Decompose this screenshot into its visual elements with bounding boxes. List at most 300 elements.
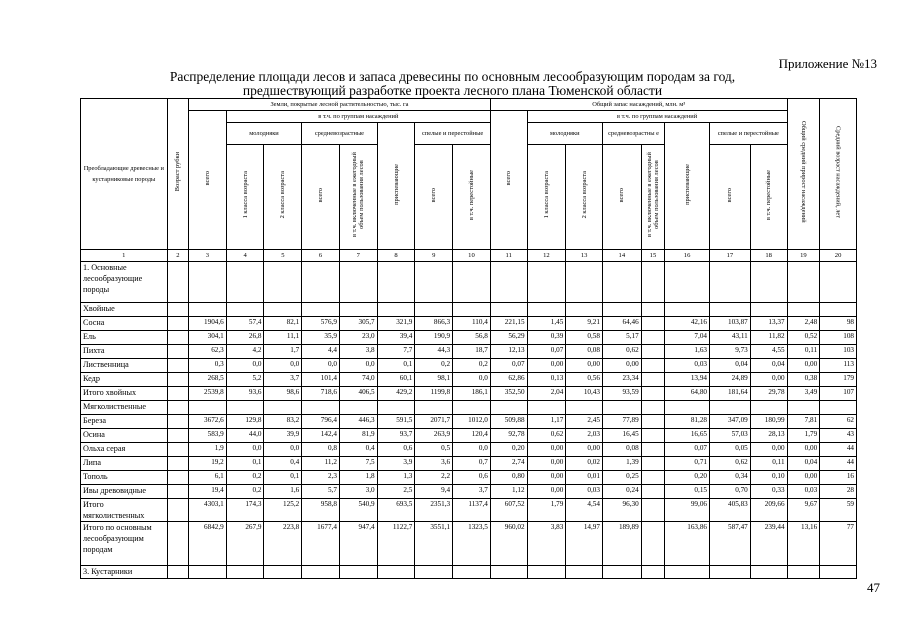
table-cell: 7,04 [665, 331, 710, 345]
table-cell: 0,20 [490, 443, 527, 457]
column-number: 5 [264, 250, 302, 262]
table-cell [377, 262, 415, 303]
table-cell: 107 [820, 387, 857, 401]
table-cell: 0,02 [566, 457, 603, 471]
table-cell: 0,70 [710, 485, 751, 499]
table-cell: 0,4 [264, 457, 302, 471]
table-cell [602, 401, 641, 415]
table-cell: 0,1 [264, 471, 302, 485]
table-cell: 0,62 [527, 429, 566, 443]
table-cell: 0,8 [302, 443, 340, 457]
table-row [81, 317, 857, 331]
table-cell [490, 262, 527, 303]
row-label: Ель [81, 331, 168, 345]
table-cell: 3,49 [787, 387, 820, 401]
table-cell [641, 345, 664, 359]
table-cell: 0,04 [787, 457, 820, 471]
column-number: 7 [339, 250, 377, 262]
table-cell [566, 401, 603, 415]
table-cell: 0,11 [787, 345, 820, 359]
table-cell: 304,1 [189, 331, 227, 345]
table-cell: 9,73 [710, 345, 751, 359]
document-title [0, 70, 905, 98]
table-cell: 57,03 [710, 429, 751, 443]
table-cell: 7,81 [787, 415, 820, 429]
table-cell: 35,9 [302, 331, 340, 345]
header-stock-total: всего [490, 111, 527, 250]
table-cell [453, 566, 491, 579]
table-row [81, 373, 857, 387]
table-cell: 64,46 [602, 317, 641, 331]
table-cell: 190,9 [415, 331, 453, 345]
row-label: Сосна [81, 317, 168, 331]
table-cell: 16,65 [665, 429, 710, 443]
table-cell: 4,4 [302, 345, 340, 359]
header-middle-stock: средневозрастны е [602, 123, 664, 145]
header-lands-class2: 2 класса возраста [264, 145, 302, 250]
column-number: 8 [377, 250, 415, 262]
table-cell: 0,00 [566, 359, 603, 373]
table-cell: 18,7 [453, 345, 491, 359]
table-row [81, 522, 857, 566]
table-cell [302, 303, 340, 317]
row-label: 3. Кустарники [81, 566, 168, 579]
table-cell: 5,7 [302, 485, 340, 499]
header-stock-mature-total: всего [710, 145, 751, 250]
table-cell [641, 317, 664, 331]
table-cell [641, 331, 664, 345]
table-cell [641, 415, 664, 429]
table-cell [602, 566, 641, 579]
table-cell [264, 566, 302, 579]
table-row [81, 471, 857, 485]
column-number: 11 [490, 250, 527, 262]
table-cell: 583,9 [189, 429, 227, 443]
table-cell: 3,7 [453, 485, 491, 499]
table-cell [189, 262, 227, 303]
table-cell [302, 262, 340, 303]
table-cell: 0,00 [527, 443, 566, 457]
table-cell [453, 303, 491, 317]
table-cell: 181,64 [710, 387, 751, 401]
table-cell: 0,00 [602, 359, 641, 373]
table-cell: 163,86 [665, 522, 710, 566]
header-row-2 [81, 111, 857, 123]
table-cell [167, 566, 188, 579]
table-cell [377, 401, 415, 415]
table-cell: 2,03 [566, 429, 603, 443]
table-cell [566, 566, 603, 579]
table-cell: 305,7 [339, 317, 377, 331]
table-cell: 221,15 [490, 317, 527, 331]
section-row [81, 262, 857, 303]
row-label: Итого мягколиственных [81, 499, 168, 522]
table-cell: 14,97 [566, 522, 603, 566]
header-annual-growth: Общий средний прирост насаждений [787, 99, 820, 250]
table-cell: 108 [820, 331, 857, 345]
appendix-label: Приложение №13 [778, 56, 877, 71]
table-cell [377, 566, 415, 579]
table-cell: 0,0 [226, 359, 264, 373]
table-cell [527, 303, 566, 317]
column-number: 4 [226, 250, 264, 262]
table-row [81, 443, 857, 457]
table-cell: 96,30 [602, 499, 641, 522]
table-cell: 93,7 [377, 429, 415, 443]
table-cell: 947,4 [339, 522, 377, 566]
table-cell: 4,55 [750, 345, 787, 359]
column-number: 1 [81, 250, 168, 262]
table-cell: 866,3 [415, 317, 453, 331]
table-cell: 540,9 [339, 499, 377, 522]
table-cell [339, 303, 377, 317]
table-cell: 23,0 [339, 331, 377, 345]
header-young-lands: молодняки [226, 123, 301, 145]
table-cell: 3672,6 [189, 415, 227, 429]
table-cell: 1323,5 [453, 522, 491, 566]
table-cell: 0,00 [527, 359, 566, 373]
header-ripening-lands: приспевающие [377, 123, 415, 250]
table-cell: 352,50 [490, 387, 527, 401]
table-cell [302, 401, 340, 415]
table-cell: 4303,1 [189, 499, 227, 522]
table-cell [167, 443, 188, 457]
table-cell [226, 401, 264, 415]
table-cell [167, 429, 188, 443]
table-row [81, 359, 857, 373]
table-cell: 3,9 [377, 457, 415, 471]
table-row [81, 331, 857, 345]
table-cell: 1,79 [787, 429, 820, 443]
table-cell [167, 522, 188, 566]
table-cell: 83,2 [264, 415, 302, 429]
header-lands-class1: 1 класса возраста [226, 145, 264, 250]
table-cell: 223,8 [264, 522, 302, 566]
table-row [81, 415, 857, 429]
table-cell: 0,5 [415, 443, 453, 457]
table-cell [453, 401, 491, 415]
table-cell: 1,12 [490, 485, 527, 499]
table-cell: 99,06 [665, 499, 710, 522]
table-cell [641, 485, 664, 499]
table-cell [641, 522, 664, 566]
table-cell [527, 566, 566, 579]
table-cell: 0,00 [787, 471, 820, 485]
table-cell: 0,4 [339, 443, 377, 457]
table-cell: 267,9 [226, 522, 264, 566]
table-cell: 44 [820, 457, 857, 471]
table-cell: 64,80 [665, 387, 710, 401]
table-cell: 429,2 [377, 387, 415, 401]
row-label: Итого хвойных [81, 387, 168, 401]
table-cell: 0,24 [602, 485, 641, 499]
table-cell: 796,4 [302, 415, 340, 429]
table-cell [415, 262, 453, 303]
table-cell: 103,87 [710, 317, 751, 331]
section-row [81, 303, 857, 317]
table-cell [339, 401, 377, 415]
table-cell [641, 401, 664, 415]
row-label: Осина [81, 429, 168, 443]
table-cell: 0,0 [453, 443, 491, 457]
table-cell: 406,5 [339, 387, 377, 401]
table-cell [264, 303, 302, 317]
column-number: 20 [820, 250, 857, 262]
title-line-1: Распределение площади лесов и запаса древесины по основным лесообразующим породам за год, [169, 69, 736, 84]
table-cell: 77,89 [602, 415, 641, 429]
table-cell [302, 566, 340, 579]
table-cell: 239,44 [750, 522, 787, 566]
table-cell [750, 566, 787, 579]
table-cell: 0,04 [750, 359, 787, 373]
table-cell: 4,2 [226, 345, 264, 359]
table-cell [167, 331, 188, 345]
table-cell [710, 566, 751, 579]
table-cell: 13,16 [787, 522, 820, 566]
table-cell [167, 359, 188, 373]
table-cell: 39,9 [264, 429, 302, 443]
table-cell: 2,45 [566, 415, 603, 429]
table-cell [415, 566, 453, 579]
table-cell: 0,25 [602, 471, 641, 485]
table-cell: 1,39 [602, 457, 641, 471]
table-cell [527, 262, 566, 303]
section-row [81, 401, 857, 415]
section-row [81, 566, 857, 579]
row-label: Ивы древовидные [81, 485, 168, 499]
table-cell: 19,2 [189, 457, 227, 471]
table-cell [167, 401, 188, 415]
table-cell: 576,9 [302, 317, 340, 331]
table-cell: 0,11 [750, 457, 787, 471]
table-cell [710, 401, 751, 415]
table-cell: 174,3 [226, 499, 264, 522]
table-cell: 44,0 [226, 429, 264, 443]
table-cell: 98 [820, 317, 857, 331]
table-cell: 113 [820, 359, 857, 373]
table-cell: 62,3 [189, 345, 227, 359]
table-cell: 0,2 [226, 471, 264, 485]
table-cell: 0,62 [710, 457, 751, 471]
table-cell: 28 [820, 485, 857, 499]
table-cell: 6842,9 [189, 522, 227, 566]
table-cell [641, 499, 664, 522]
column-number-row [81, 250, 857, 262]
table-cell: 5,17 [602, 331, 641, 345]
table-row [81, 485, 857, 499]
table-cell [226, 303, 264, 317]
table-cell: 958,8 [302, 499, 340, 522]
table-cell [820, 262, 857, 303]
table-cell: 0,00 [566, 443, 603, 457]
table-cell [787, 262, 820, 303]
table-cell: 3,7 [264, 373, 302, 387]
header-lands-middle-total: всего [302, 145, 340, 250]
table-cell: 74,0 [339, 373, 377, 387]
table-cell: 405,83 [710, 499, 751, 522]
column-number: 17 [710, 250, 751, 262]
table-cell [710, 303, 751, 317]
table-cell: 0,1 [377, 359, 415, 373]
table-cell [820, 303, 857, 317]
table-cell: 180,99 [750, 415, 787, 429]
table-cell: 28,13 [750, 429, 787, 443]
table-cell [750, 262, 787, 303]
column-number: 14 [602, 250, 641, 262]
row-label: Ольха серая [81, 443, 168, 457]
table-cell [490, 566, 527, 579]
table-cell: 186,1 [453, 387, 491, 401]
table-cell [820, 566, 857, 579]
header-stock-middle-total: всего [602, 145, 641, 250]
table-cell [415, 303, 453, 317]
table-cell: 0,58 [566, 331, 603, 345]
table-cell: 77 [820, 522, 857, 566]
table-cell: 1,7 [264, 345, 302, 359]
table-cell: 3,83 [527, 522, 566, 566]
table-cell: 718,6 [302, 387, 340, 401]
table-cell: 2351,3 [415, 499, 453, 522]
table-cell: 56,29 [490, 331, 527, 345]
column-number: 19 [787, 250, 820, 262]
table-cell: 0,13 [527, 373, 566, 387]
table-cell [641, 457, 664, 471]
header-species: Преобладающие древесные и кустарниковые породы [81, 99, 168, 250]
table-cell: 0,07 [665, 443, 710, 457]
table-cell: 60,1 [377, 373, 415, 387]
table-cell [167, 262, 188, 303]
table-cell: 44 [820, 443, 857, 457]
table-cell: 1,63 [665, 345, 710, 359]
table-cell: 59 [820, 499, 857, 522]
table-cell: 0,0 [264, 443, 302, 457]
table-cell [377, 303, 415, 317]
table-cell: 0,2 [453, 359, 491, 373]
table-cell: 43,11 [710, 331, 751, 345]
table-cell: 1,9 [189, 443, 227, 457]
header-lands-mature-over: в т.ч. перестойные [453, 145, 491, 250]
table-cell [566, 303, 603, 317]
table-cell: 1,79 [527, 499, 566, 522]
table-cell: 0,3 [189, 359, 227, 373]
table-cell: 142,4 [302, 429, 340, 443]
table-cell [189, 566, 227, 579]
table-cell: 0,62 [602, 345, 641, 359]
table-cell: 4,54 [566, 499, 603, 522]
table-cell: 0,0 [226, 443, 264, 457]
table-cell: 120,4 [453, 429, 491, 443]
table-cell: 0,00 [527, 485, 566, 499]
table-cell [820, 401, 857, 415]
header-mature-lands: спелые и перестойные [415, 123, 491, 145]
table-row [81, 387, 857, 401]
table-cell: 125,2 [264, 499, 302, 522]
column-number: 15 [641, 250, 664, 262]
table-cell: 0,03 [787, 485, 820, 499]
header-avg-age: Средний возраст насаждений, лет [820, 99, 857, 250]
table-cell [750, 303, 787, 317]
table-cell: 0,2 [226, 485, 264, 499]
table-cell [339, 262, 377, 303]
table-cell: 98,6 [264, 387, 302, 401]
table-cell: 0,0 [264, 359, 302, 373]
table-cell: 0,08 [602, 443, 641, 457]
table-cell: 0,6 [453, 471, 491, 485]
table-cell: 7,5 [339, 457, 377, 471]
table-cell: 39,4 [377, 331, 415, 345]
table-cell: 607,52 [490, 499, 527, 522]
table-cell: 2,2 [415, 471, 453, 485]
table-cell: 0,00 [527, 457, 566, 471]
table-cell: 209,66 [750, 499, 787, 522]
table-cell: 347,09 [710, 415, 751, 429]
table-cell [641, 262, 664, 303]
column-number: 12 [527, 250, 566, 262]
table-cell: 56,8 [453, 331, 491, 345]
header-lands-total: всего [189, 111, 227, 250]
table-cell: 0,56 [566, 373, 603, 387]
header-lands-mature-total: всего [415, 145, 453, 250]
forest-distribution-table [80, 98, 857, 579]
header-stock-group: Общий запас насаждений, млн. м³ [490, 99, 787, 111]
row-label: Итого по основным лесообразующим породам [81, 522, 168, 566]
table-row [81, 457, 857, 471]
table-cell: 0,38 [787, 373, 820, 387]
table-cell: 0,10 [750, 471, 787, 485]
table-cell [167, 485, 188, 499]
header-stock-mature-over: в т.ч. перестойные [750, 145, 787, 250]
table-cell: 179 [820, 373, 857, 387]
table-cell [339, 566, 377, 579]
table-cell: 23,34 [602, 373, 641, 387]
header-stock-class1: 1 класса возраста [527, 145, 566, 250]
table-cell: 1,17 [527, 415, 566, 429]
row-label: Лиственница [81, 359, 168, 373]
row-label: Тополь [81, 471, 168, 485]
header-ripening-stock: приспевающие [665, 123, 710, 250]
table-cell: 1122,7 [377, 522, 415, 566]
table-cell: 24,89 [710, 373, 751, 387]
table-cell: 693,5 [377, 499, 415, 522]
table-cell [264, 401, 302, 415]
table-cell [167, 415, 188, 429]
table-cell: 19,4 [189, 485, 227, 499]
table-cell [641, 566, 664, 579]
table-cell [787, 303, 820, 317]
table-cell: 29,78 [750, 387, 787, 401]
table-cell [167, 317, 188, 331]
table-row [81, 429, 857, 443]
header-lands-middle-incl: в т.ч. включенные в ежегодный объем пользования лесов [339, 145, 377, 250]
table-cell: 0,2 [415, 359, 453, 373]
table-cell: 81,9 [339, 429, 377, 443]
table-cell: 509,88 [490, 415, 527, 429]
table-cell: 0,00 [750, 373, 787, 387]
table-cell: 44,3 [415, 345, 453, 359]
table-cell: 0,0 [302, 359, 340, 373]
table-cell: 62 [820, 415, 857, 429]
header-row-1 [81, 99, 857, 111]
row-label: Кедр [81, 373, 168, 387]
table-cell [641, 387, 664, 401]
table-cell: 591,5 [377, 415, 415, 429]
table-cell: 5,2 [226, 373, 264, 387]
table-cell [226, 566, 264, 579]
table-cell: 1,6 [264, 485, 302, 499]
table-cell [490, 401, 527, 415]
table-cell: 2,5 [377, 485, 415, 499]
header-mature-stock: спелые и перестойные [710, 123, 788, 145]
